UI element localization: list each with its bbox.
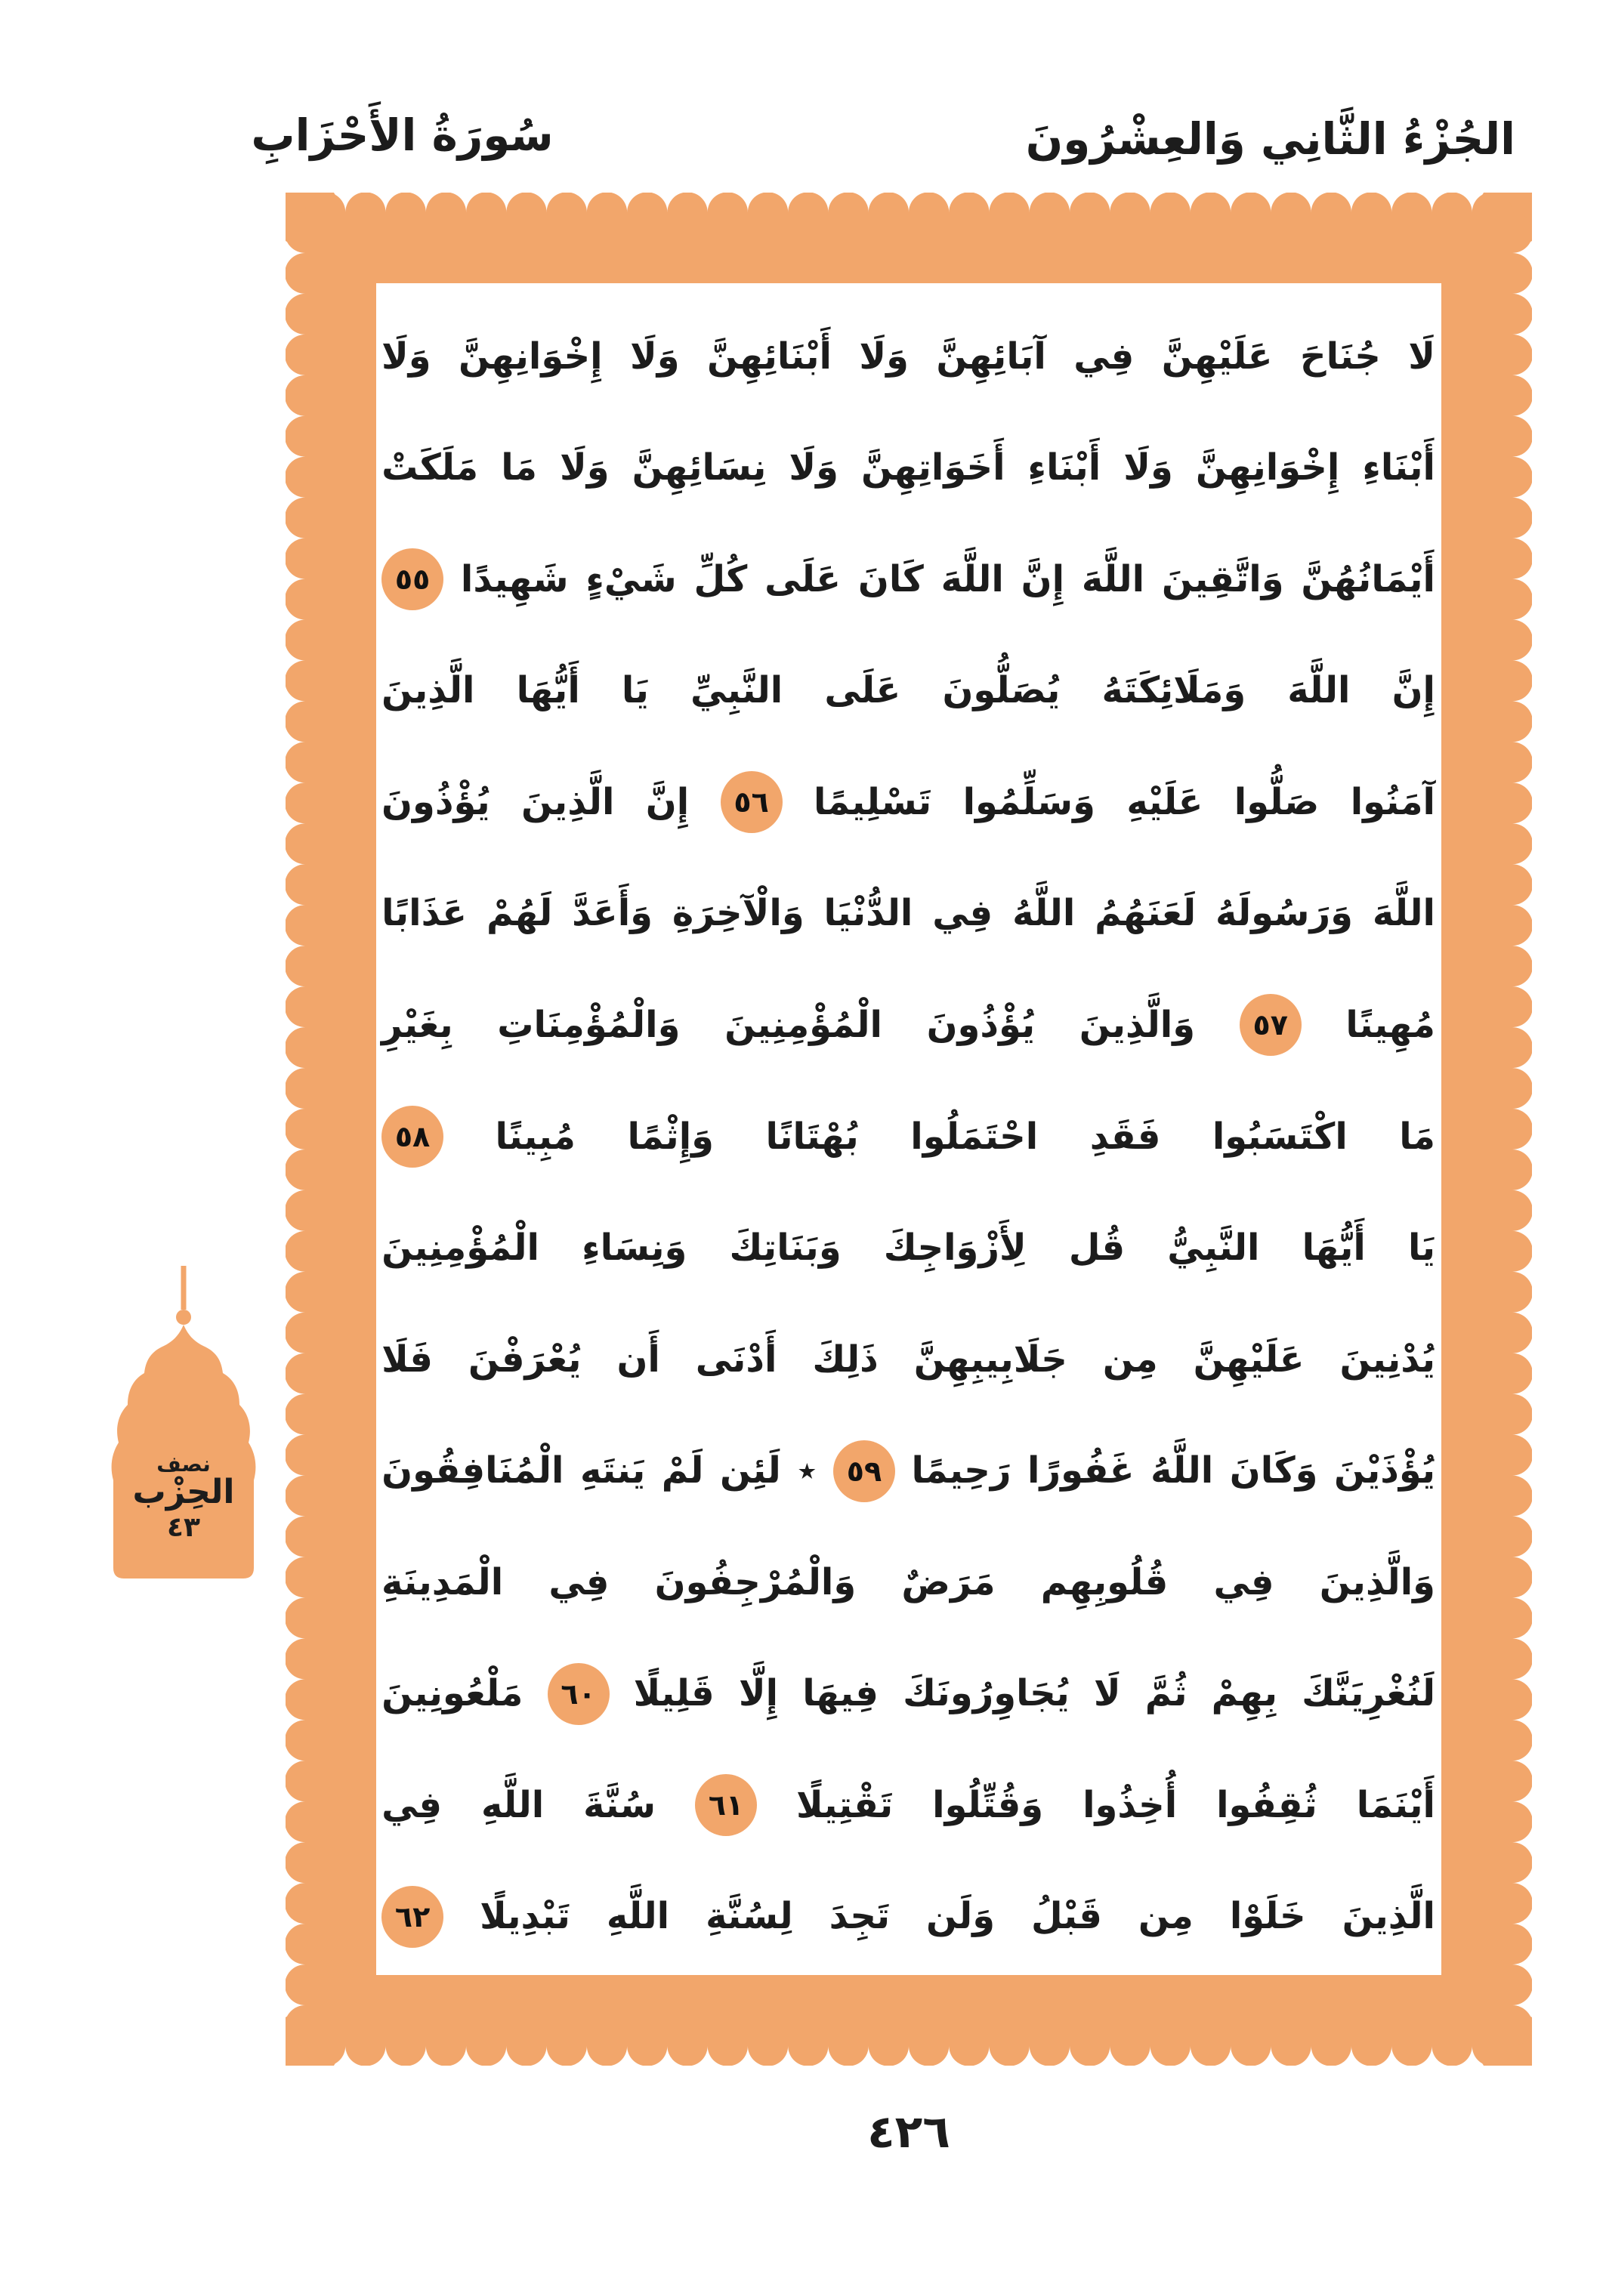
quran-word: وَلَا	[559, 446, 610, 489]
quran-word: الدُّنْيَا	[823, 892, 913, 935]
quran-word: فَقَدِ	[1089, 1115, 1161, 1158]
quran-word: وَاتَّقِينَ	[1161, 557, 1284, 600]
quran-word: فِي	[1073, 335, 1135, 378]
juz-name-header: الجُزْءُ الثَّانِي وَالعِشْرُونَ	[1025, 113, 1515, 165]
quran-line	[381, 1082, 1435, 1191]
quran-word: وَلَا	[789, 446, 839, 489]
quran-word: لَا	[1093, 1672, 1121, 1715]
quran-line	[381, 302, 1435, 411]
decorative-border-frame	[286, 193, 1532, 2066]
quran-word: الَّذِينَ	[1342, 1895, 1435, 1938]
quran-word: قُل	[1068, 1227, 1126, 1270]
quran-word: اللَّهَ	[1081, 557, 1145, 600]
quran-word: مُهِينًا	[1345, 1003, 1435, 1046]
quran-word: أَدْنَى	[695, 1338, 777, 1381]
quran-word: لَئِن	[719, 1449, 781, 1492]
quran-word: أَيْنَمَا	[1356, 1783, 1435, 1826]
hizb-marker-number: ٤٣	[167, 1511, 200, 1543]
verse-number-rosette: ٥٦	[721, 771, 783, 833]
quran-word: وَلَا	[381, 335, 431, 378]
surah-name-header: سُورَةُ الأَحْزَابِ	[251, 110, 554, 161]
quran-word: عَلَيْهِ	[1126, 780, 1203, 823]
quran-word: كَانَ	[857, 557, 924, 600]
quran-word: يُجَاوِرُونَكَ	[903, 1672, 1070, 1715]
quran-word: شَيْءٍ	[585, 557, 677, 600]
quran-word: اللَّهَ	[1372, 892, 1435, 935]
quran-word: أَبْنَاءِ	[1027, 446, 1101, 489]
quran-line	[381, 414, 1435, 523]
page-number: ٤٢٦	[867, 2106, 950, 2159]
verse-number-rosette: ٦٢	[381, 1886, 443, 1948]
quran-word: لِأَزْوَاجِكَ	[883, 1227, 1027, 1270]
quran-word: ثُمَّ	[1144, 1672, 1188, 1715]
quran-word: يُؤْذُونَ	[926, 1003, 1036, 1046]
quran-word: فِي	[932, 892, 993, 935]
quran-word: إِنَّ	[645, 780, 690, 823]
quran-word: ذَلِكَ	[812, 1338, 879, 1381]
quran-word: يُؤْذُونَ	[381, 780, 490, 823]
quran-word: وَسَلِّمُوا	[962, 780, 1095, 823]
quran-word: مِن	[1102, 1338, 1158, 1381]
quran-word: بُهْتَانًا	[765, 1115, 859, 1158]
quran-word: ٭	[797, 1449, 817, 1492]
quran-word: النَّبِيِّ	[690, 669, 783, 712]
quran-word: اللَّهِ	[606, 1895, 670, 1938]
quran-word: إِخْوَانِهِنَّ	[1195, 446, 1340, 489]
quran-word: أَبْنَائِهِنَّ	[706, 335, 832, 378]
quran-line	[381, 1417, 1435, 1526]
quran-word: ثُقِفُوا	[1216, 1783, 1317, 1826]
quran-word: عَلَى	[764, 557, 842, 600]
quran-line	[381, 1862, 1435, 1971]
quran-line	[381, 1194, 1435, 1303]
quran-word: لَهُمْ	[486, 892, 553, 935]
quran-word: جُنَاحَ	[1300, 335, 1381, 378]
quran-word: عَذَابًا	[381, 892, 468, 935]
quran-word: بِغَيْرِ	[381, 1003, 453, 1046]
quran-word: وَالَّذِينَ	[1079, 1003, 1196, 1046]
quran-line	[381, 637, 1435, 745]
quran-word: وَقُتِّلُوا	[932, 1783, 1044, 1826]
quran-word: أَيْمَانُهُنَّ	[1301, 557, 1435, 600]
quran-word: فِي	[381, 1783, 443, 1826]
quran-word: الَّذِينَ	[520, 780, 615, 823]
quran-word: آمَنُوا	[1350, 780, 1435, 823]
quran-word: سُنَّةَ	[583, 1783, 656, 1826]
quran-line	[381, 1305, 1435, 1414]
quran-word: مَلَكَتْ	[381, 446, 479, 489]
quran-word: مَلْعُونِينَ	[381, 1672, 523, 1715]
quran-line	[381, 525, 1435, 634]
quran-word: مِن	[1138, 1895, 1194, 1938]
verse-number-rosette: ٥٩	[833, 1440, 895, 1502]
quran-word: أَبْنَاءِ	[1362, 446, 1435, 489]
quran-word: عَلَى	[824, 669, 901, 712]
quran-word: رَحِيمًا	[911, 1449, 1011, 1492]
quran-word: كُلِّ	[693, 557, 748, 600]
quran-line	[381, 1528, 1435, 1637]
quran-word: مُبِينًا	[495, 1115, 576, 1158]
quran-line	[381, 748, 1435, 856]
quran-word: الَّذِينَ	[381, 669, 475, 712]
quran-line	[381, 859, 1435, 968]
quran-word: مَرَضٌ	[901, 1560, 996, 1603]
quran-word: وَكَانَ	[1229, 1449, 1318, 1492]
quran-word: الْمُؤْمِنِينَ	[381, 1227, 539, 1270]
quran-word: يَنتَهِ	[579, 1449, 646, 1492]
quran-word: فِيهَا	[802, 1672, 879, 1715]
hizb-marker-label-hizb: الحِزْب	[132, 1473, 235, 1512]
quran-word: احْتَمَلُوا	[910, 1115, 1039, 1158]
quran-word: اللَّهُ	[1012, 892, 1076, 935]
quran-word: فِي	[1213, 1560, 1274, 1603]
quran-word: قَلِيلًا	[633, 1672, 715, 1715]
quran-word: عَلَيْهِنَّ	[1193, 1338, 1305, 1381]
quran-word: أَن	[616, 1338, 660, 1381]
quran-word: فِي	[548, 1560, 610, 1603]
quran-word: يَا	[621, 669, 649, 712]
quran-line	[381, 1640, 1435, 1748]
quran-word: اللَّهَ	[940, 557, 1004, 600]
verse-number-rosette: ٥٧	[1240, 994, 1302, 1056]
quran-word: النَّبِيُّ	[1167, 1227, 1260, 1270]
quran-word: وَرَسُولَهُ	[1215, 892, 1353, 935]
quran-word: لَمْ	[661, 1449, 704, 1492]
quran-word: آبَائِهِنَّ	[936, 335, 1046, 378]
quran-word: خَلَوْا	[1229, 1895, 1306, 1938]
quran-word: الْمُؤْمِنِينَ	[724, 1003, 882, 1046]
quran-word: وَالْمُرْجِفُونَ	[654, 1560, 857, 1603]
verse-number-rosette: ٥٥	[381, 548, 443, 610]
quran-word: وَمَلَائِكَتَهُ	[1101, 669, 1246, 712]
quran-word: إِخْوَانِهِنَّ	[459, 335, 603, 378]
quran-word: قُلُوبِهِم	[1040, 1560, 1169, 1603]
quran-word: أَخَوَاتِهِنَّ	[861, 446, 1005, 489]
quran-word: تَسْلِيمًا	[813, 780, 932, 823]
quran-word: اللَّهِ	[481, 1783, 545, 1826]
verse-number-rosette: ٥٨	[381, 1106, 443, 1168]
quran-word: بِهِمْ	[1211, 1672, 1277, 1715]
quran-word: تَقْتِيلًا	[795, 1783, 894, 1826]
quran-word: تَجِدَ	[829, 1895, 890, 1938]
quran-word: وَلَا	[1123, 446, 1173, 489]
quran-word: لَعَنَهُمُ	[1095, 892, 1197, 935]
quran-word: يُعْرَفْنَ	[468, 1338, 582, 1381]
quran-word: صَلُّوا	[1234, 780, 1320, 823]
quran-word: فَلَا	[381, 1338, 433, 1381]
quran-word: الْمَدِينَةِ	[381, 1560, 504, 1603]
quran-word: اللَّهُ	[1150, 1449, 1214, 1492]
quran-word: الْمُنَافِقُونَ	[381, 1449, 564, 1492]
quran-word: لَا	[1408, 335, 1435, 378]
quran-word: وَلَا	[859, 335, 909, 378]
quran-word: يُؤْذَيْنَ	[1334, 1449, 1435, 1492]
hizb-marker-label-nisf: نصف	[156, 1452, 211, 1477]
hizb-marker	[100, 1266, 267, 1591]
quran-word: وَالْمُؤْمِنَاتِ	[497, 1003, 681, 1046]
quran-word: إِلَّا	[738, 1672, 779, 1715]
quran-word: نِسَائِهِنَّ	[632, 446, 767, 489]
quran-word: يَا	[1407, 1227, 1435, 1270]
quran-word: قَبْلُ	[1031, 1895, 1102, 1938]
quran-word: وَنِسَاءِ	[582, 1227, 687, 1270]
quran-word: مَا	[501, 446, 537, 489]
quran-line	[381, 971, 1435, 1079]
quran-word: وَالَّذِينَ	[1319, 1560, 1435, 1603]
quran-word: تَبْدِيلًا	[480, 1895, 570, 1938]
quran-word: وَأَعَدَّ	[572, 892, 653, 935]
quran-word: وَلَا	[629, 335, 680, 378]
verse-number-rosette: ٦٠	[548, 1663, 610, 1725]
quran-word: إِنَّ	[1021, 557, 1065, 600]
quran-word: وَبَنَاتِكَ	[729, 1227, 842, 1270]
quran-word: شَهِيدًا	[460, 557, 569, 600]
quran-word: وَلَن	[925, 1895, 996, 1938]
quran-word: غَفُورًا	[1027, 1449, 1135, 1492]
quran-word: وَإِثْمًا	[627, 1115, 714, 1158]
quran-word: أَيُّهَا	[1302, 1227, 1366, 1270]
quran-word: لِسُنَّةِ	[706, 1895, 793, 1938]
quran-line	[381, 1751, 1435, 1859]
quran-word: جَلَابِيبِهِنَّ	[913, 1338, 1067, 1381]
quran-word: يُدْنِينَ	[1339, 1338, 1435, 1381]
verse-number-rosette: ٦١	[695, 1774, 757, 1836]
quran-word: اكْتَسَبُوا	[1212, 1115, 1348, 1158]
quran-word: إِنَّ	[1391, 669, 1435, 712]
quran-text-area	[381, 302, 1435, 1971]
quran-word: يُصَلُّونَ	[942, 669, 1061, 712]
quran-word: أَيُّهَا	[516, 669, 580, 712]
quran-word: أُخِذُوا	[1083, 1783, 1178, 1826]
quran-word: وَالْآخِرَةِ	[672, 892, 805, 935]
quran-word: مَا	[1399, 1115, 1435, 1158]
quran-word: عَلَيْهِنَّ	[1161, 335, 1273, 378]
quran-word: لَنُغْرِيَنَّكَ	[1302, 1672, 1435, 1715]
quran-word: اللَّهَ	[1287, 669, 1351, 712]
